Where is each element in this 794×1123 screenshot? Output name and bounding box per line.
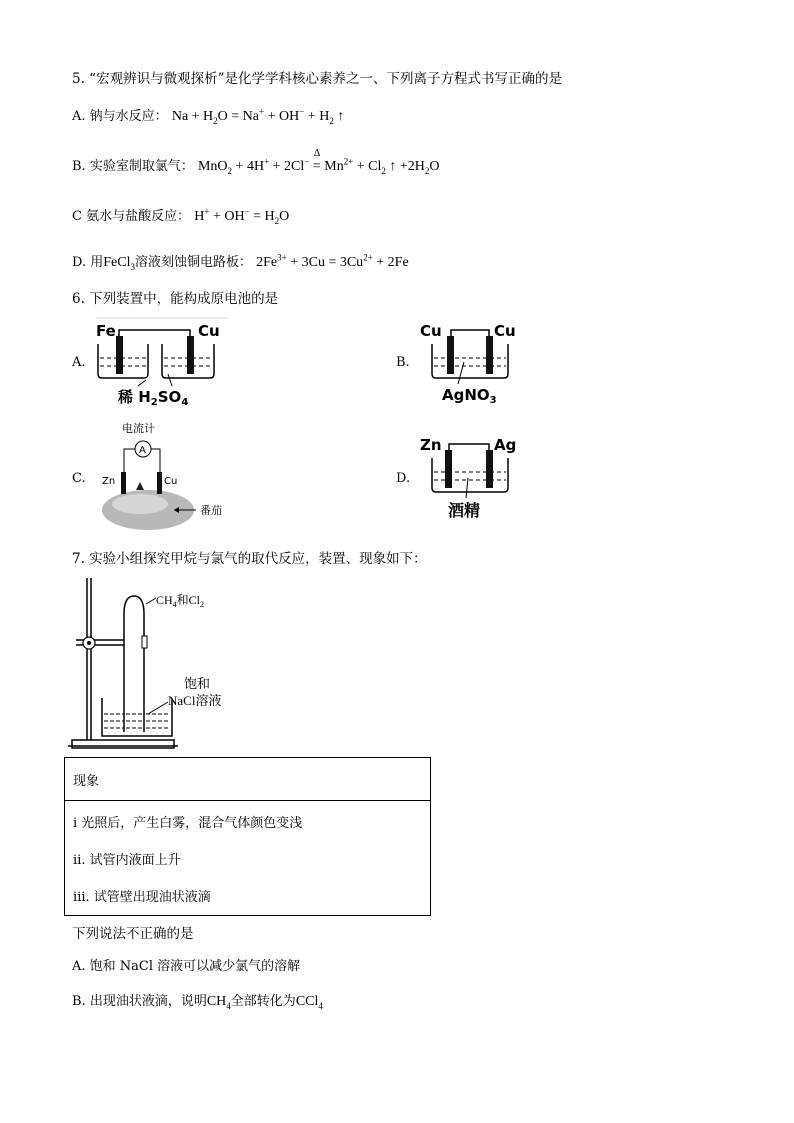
- q5-a-text: 钠与水反应：: [89, 109, 168, 124]
- q7-option-a[interactable]: A. 饱和 NaCl 溶液可以减少氯气的溶解: [72, 959, 301, 974]
- q5-b-label: B.: [72, 159, 86, 174]
- svg-text:饱和: 饱和: [184, 677, 211, 692]
- q5-d-text-pre: 用: [90, 255, 104, 270]
- q5-d-label: D.: [72, 255, 87, 270]
- svg-text:Zn: Zn: [102, 476, 116, 487]
- q5-d-text-post: 溶液刻蚀铜电路板：: [134, 255, 252, 270]
- q6-c-label[interactable]: C.: [72, 471, 86, 486]
- q7-obs-2: ⅱ. 试管内液面上升: [65, 841, 431, 875]
- q5-b-equation: MnO$_2$ + 4H+ + 2Cl− = Δ $Mn^{2+} + Cl_2$ ↑ $+2H_2O$: [197, 148, 440, 176]
- svg-text:番茄: 番茄: [200, 504, 222, 517]
- q6-c-diagram: [96, 418, 256, 530]
- svg-text:CH4和Cl2: $CH_4$和$Cl_2$: [156, 593, 205, 609]
- q6-a-right-label: Cu: [198, 322, 220, 340]
- q5-c-text: C 氨水与盐酸反应：: [72, 209, 191, 224]
- q5-option-d[interactable]: [72, 251, 409, 272]
- svg-text:AgNO3: AgNO$_3$: [442, 386, 497, 406]
- q7-obs-3: ⅲ. 试管壁出现油状液滴: [65, 875, 431, 916]
- q6-b-right-label: Cu: [494, 322, 516, 340]
- q5-option-b[interactable]: [72, 148, 440, 176]
- q5-a-label: A.: [72, 109, 86, 124]
- q7-observation-table: [64, 757, 431, 916]
- svg-text:Cu: Cu: [164, 476, 178, 487]
- q5-c-equation: $H^+ + OH^- = H_2O$: [194, 206, 290, 226]
- q5-option-a[interactable]: [72, 105, 344, 126]
- svg-text:稀 H2SO4: 稀 $H_2SO_4$: [118, 388, 189, 406]
- q5-b-text: 实验室制取氯气：: [89, 159, 194, 174]
- q6-b-diagram: [418, 318, 528, 406]
- q6-c-meter-label: 电流计: [122, 422, 155, 435]
- svg-text:NaCl溶液: NaCl溶液: [168, 693, 222, 708]
- svg-text:Ag: Ag: [494, 436, 517, 454]
- q5-d-equation: $2Fe^{3+} + 3Cu = 3Cu^{2+} + 2Fe$: [256, 252, 409, 270]
- q6-a-left-label: Fe: [96, 322, 116, 340]
- svg-text:Zn: Zn: [420, 436, 442, 454]
- q5-a-equation: $Na + H_2O = Na^+ + OH^- + H_2$ ↑: [171, 106, 345, 126]
- q6-d-diagram: [418, 432, 528, 522]
- q7-option-b[interactable]: B. 出现油状液滴，说明$CH_4$全部转化为CCl$_4$: [72, 994, 323, 1011]
- q6-stem: 6. 下列装置中，能构成原电池的是: [72, 291, 279, 307]
- q7-stem: 7. 实验小组探究甲烷与氯气的取代反应，装置、现象如下：: [72, 551, 427, 567]
- q7-table-header: 现象: [65, 758, 431, 801]
- q5-option-c[interactable]: [72, 205, 289, 226]
- svg-text:A: A: [139, 445, 146, 456]
- q7-obs-1: ⅰ 光照后，产生白雾，混合气体颜色变浅: [65, 801, 431, 842]
- q6-a-diagram: [92, 314, 232, 406]
- q6-b-label[interactable]: B.: [396, 355, 410, 370]
- q6-b-left-label: Cu: [420, 322, 442, 340]
- q6-d-label[interactable]: D.: [396, 471, 411, 486]
- q7-question: 下列说法不正确的是: [72, 926, 194, 942]
- svg-text:酒精: 酒精: [448, 501, 481, 520]
- q5-stem: 5. “宏观辨识与微观探析”是化学学科核心素养之一、下列离子方程式书写正确的是: [72, 71, 562, 87]
- q6-a-label[interactable]: A.: [72, 355, 86, 370]
- q5-d-fecl3: FeCl$_3$: [103, 255, 135, 272]
- q7-apparatus-diagram: [66, 574, 256, 752]
